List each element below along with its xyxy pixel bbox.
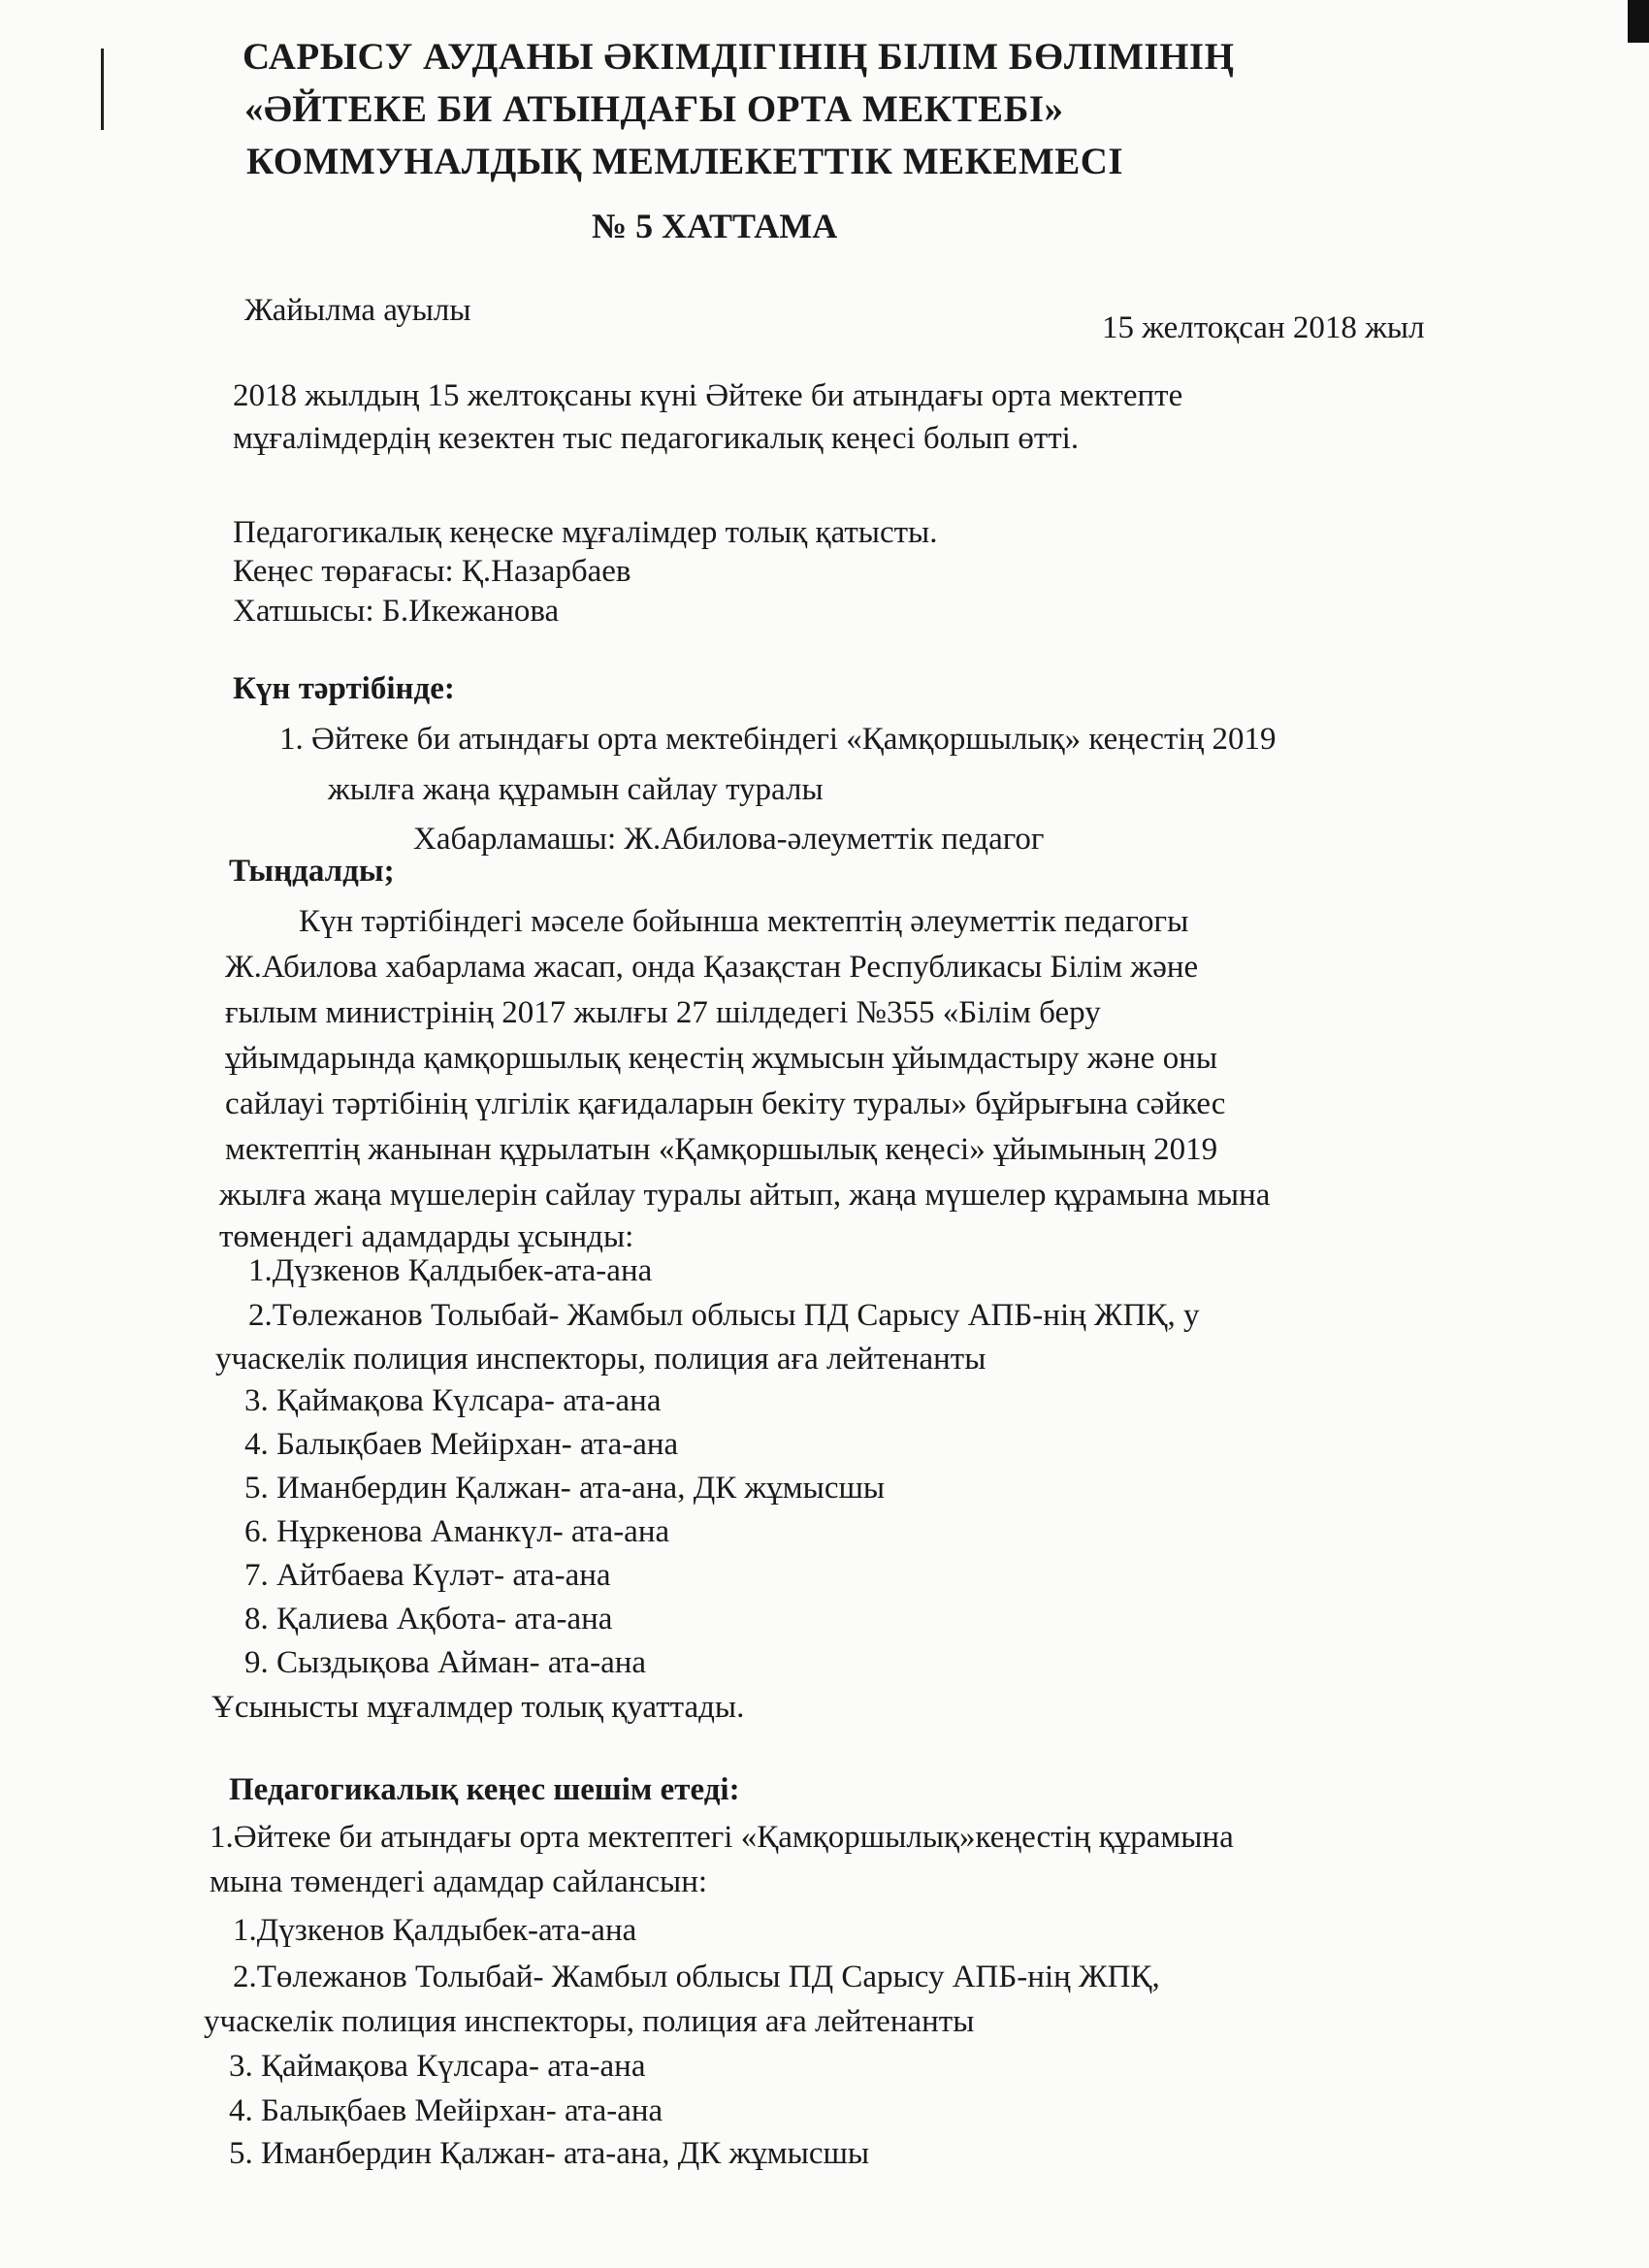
header-line-2: «ӘЙТЕКЕ БИ АТЫНДАҒЫ ОРТА МЕКТЕБІ»: [244, 88, 1064, 130]
decision-text-line: мына төмендегі адамдар сайлансын:: [210, 1864, 708, 1899]
attendance: Педагогикалық кеңеске мұғалімдер толық қатысты.: [233, 515, 938, 550]
decision-member-item: 4. Балықбаев Мейірхан- ата-ана: [229, 2093, 663, 2128]
agenda-item-1-line-1: 1. Әйтеке би атындағы орта мектебіндегі «Қамқоршылық» кеңестің 2019: [279, 722, 1277, 757]
decision-member-item: 5. Иманбердин Қалжан- ата-ана, ДК жұмысшы: [229, 2136, 870, 2171]
organization-header: [242, 31, 1406, 188]
decision-member-item: 2.Төлежанов Толыбай- Жамбыл облысы ПД Сарысу АПБ-нің ЖПҚ,: [233, 1960, 1160, 1994]
heard-paragraph-line: ғылым министрінің 2017 жылғы 27 шілдедегі №355 «Білім беру: [225, 995, 1101, 1030]
secretary: Хатшысы: Б.Икежанова: [233, 594, 560, 629]
member-list-item: учаскелік полиция инспекторы, полиция аға лейтенанты: [215, 1342, 986, 1377]
decision-member-item: учаскелік полиция инспекторы, полиция аға лейтенанты: [204, 2004, 975, 2039]
member-list-item: 8. Қалиева Ақбота- ата-ана: [244, 1602, 613, 1636]
header-line-1: САРЫСУ АУДАНЫ ӘКІМДІГІНІҢ БІЛІМ БӨЛІМІНІҢ: [242, 36, 1235, 78]
date: 15 желтоқсан 2018 жыл: [1102, 310, 1425, 345]
decision-text-line: 1.Әйтеке би атындағы орта мектептегі «Қамқоршылық»кеңестің құрамына: [210, 1820, 1234, 1855]
member-list-item: 4. Балықбаев Мейірхан- ата-ана: [244, 1427, 679, 1462]
member-list-item: 7. Айтбаева Күләт- ата-ана: [244, 1558, 611, 1593]
decision-member-item: 1.Дүзкенов Қалдыбек-ата-ана: [233, 1913, 637, 1948]
scan-corner-mark: [1628, 0, 1649, 43]
member-list-item: 9. Сыздықова Айман- ата-ана: [244, 1645, 647, 1680]
scan-margin-mark: [101, 49, 104, 130]
member-list-item: 6. Нұркенова Аманкүл- ата-ана: [244, 1514, 670, 1549]
heard-paragraph-line: төмендегі адамдарды ұсынды:: [219, 1219, 634, 1254]
heard-paragraph-line: сайлауі тәртібінің үлгілік қағидаларын бекіту туралы» бұйрығына сәйкес: [225, 1086, 1226, 1121]
agenda-item-1-line-2: жылға жаңа құрамын сайлау туралы: [328, 772, 824, 807]
chair: Кеңес төрағасы: Қ.Назарбаев: [233, 554, 631, 589]
decision-member-item: 3. Қаймақова Күлсара- ата-ана: [229, 2049, 646, 2084]
heard-heading: Тыңдалды;: [229, 854, 395, 889]
agenda-heading: Күн тәртібінде:: [233, 671, 455, 706]
header-line-3: КОММУНАЛДЫҚ МЕМЛЕКЕТТІК МЕКЕМЕСІ: [246, 141, 1124, 182]
member-list-item: 3. Қаймақова Күлсара- ата-ана: [244, 1383, 662, 1418]
intro-line-1: 2018 жылдың 15 желтоқсаны күні Әйтеке би атындағы орта мектепте: [233, 378, 1183, 413]
member-list-item: 5. Иманбердин Қалжан- ата-ана, ДК жұмысшы: [244, 1471, 886, 1506]
place: Жайылма ауылы: [244, 293, 471, 328]
approval: Ұсынысты мұғалмдер толық қуаттады.: [211, 1690, 745, 1725]
heard-paragraph-line: Күн тәртібіндегі мәселе бойынша мектептің әлеуметтік педагогы: [299, 904, 1189, 939]
member-list-item: 2.Төлежанов Толыбай- Жамбыл облысы ПД Сарысу АПБ-нің ЖПҚ, у: [248, 1298, 1200, 1333]
heard-paragraph-line: мектептің жанынан құрылатын «Қамқоршылық кеңесі» ұйымының 2019: [225, 1132, 1218, 1167]
agenda-speaker: Хабарламашы: Ж.Абилова-әлеуметтік педагог: [413, 822, 1045, 857]
heard-paragraph-line: Ж.Абилова хабарлама жасап, онда Қазақстан Республикасы Білім және: [225, 950, 1199, 985]
document-title: № 5 ХАТТАМА: [592, 207, 838, 245]
intro-line-2: мұғалімдердің кезектен тыс педагогикалық кеңесі болып өтті.: [233, 421, 1080, 456]
member-list-item: 1.Дүзкенов Қалдыбек-ата-ана: [248, 1253, 653, 1288]
heard-paragraph-line: жылға жаңа мүшелерін сайлау туралы айтып, жаңа мүшелер құрамына мына: [219, 1178, 1271, 1213]
decision-heading: Педагогикалық кеңес шешім етеді:: [229, 1772, 740, 1807]
heard-paragraph-line: ұйымдарында қамқоршылық кеңестің жұмысын ұйымдастыру және оны: [225, 1041, 1218, 1076]
